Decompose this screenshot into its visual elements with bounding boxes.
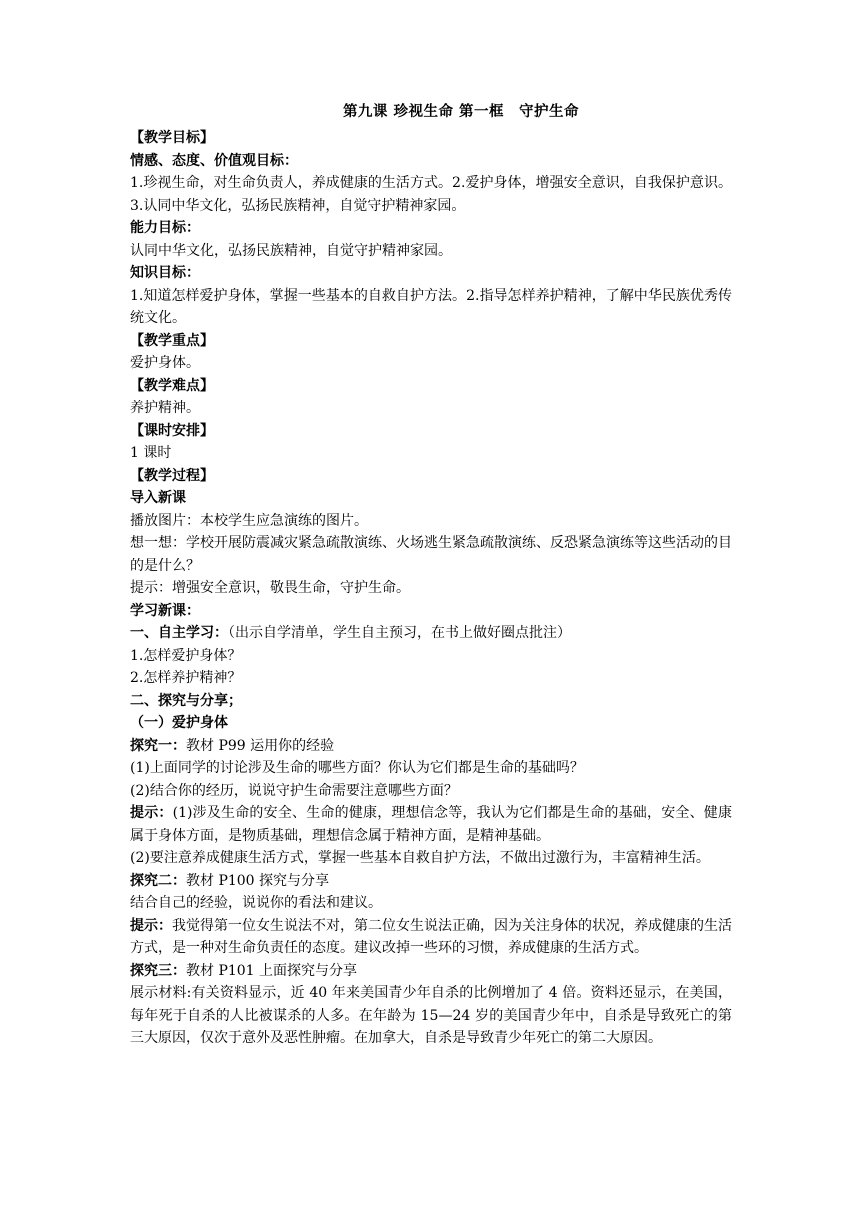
explore-3-label: 探究三： [130,962,186,979]
explore-2-hint-line [130,915,732,960]
heading-care-body: （一）爱护身体 [130,715,228,731]
explore-3-line [130,960,732,983]
ability-goals-text: 认同中华文化，弘扬民族精神，自觉守护精神家园。 [130,242,452,259]
heading-objectives: 【教学目标】 [130,130,214,146]
explore-1-label: 探究一： [130,737,186,754]
explore-1-hint-2: (2)要注意养成健康生活方式，掌握一些基本自救自护方法，不做出过激行为，丰富精神生活。 [130,850,710,866]
explore-2-line [130,870,732,893]
self-study-line [130,622,732,645]
document-page [130,100,732,1050]
heading-schedule: 【课时安排】 [130,422,214,439]
heading-new-lesson: 学习新课： [130,602,200,619]
key-points-text: 爱护身体。 [130,355,200,371]
heading-intro: 导入新课 [130,490,186,506]
explore-2-text: 教材 P100 探究与分享 [186,872,330,889]
knowledge-goals-text: 1.知道怎样爱护身体，掌握一些基本的自救自护方法。2.指导怎样养护精神，了解中华民族优秀传统文化。 [130,287,732,326]
difficult-points-text: 养护精神。 [130,400,200,416]
self-study-label: 一、自主学习： [130,625,228,641]
document-title: 第九课 珍视生命 第一框 守护生命 [342,103,580,120]
question-2: 2.怎样养护精神？ [130,670,242,686]
schedule-text: 1 课时 [130,445,172,461]
heading-difficult-points: 【教学难点】 [130,377,214,394]
explore-1-hint-label: 提示： [130,805,173,821]
explore-1-text: 教材 P99 运用你的经验 [186,737,335,754]
explore-2-label: 探究二： [130,872,186,889]
intro-line-1: 播放图片：本校学生应急演练的图片。 [130,512,368,529]
explore-2-hint-label: 提示： [130,917,172,934]
emotion-goals-text: 1.珍视生命，对生命负责人，养成健康的生活方式。2.爱护身体，增强安全意识，自我保护意识。3.认同中华文化，弘扬民族精神，自觉守护精神家园。 [130,175,732,214]
heading-key-points: 【教学重点】 [130,332,214,349]
intro-line-3: 提示：增强安全意识，敬畏生命，守护生命。 [130,580,410,596]
explore-1-line [130,735,732,758]
heading-knowledge-goals: 知识目标： [130,265,200,281]
heading-explore: 二、探究与分享； [130,692,242,709]
explore-2-question: 结合自己的经验，说说你的看法和建议。 [130,895,382,911]
explore-1-hint-line [130,802,732,847]
explore-3-text: 教材 P101 上面探究与分享 [186,962,358,979]
explore-1-question-1: (1)上面同学的讨论涉及生命的哪些方面？你认为它们都是生命的基础吗？ [130,760,584,776]
intro-line-2: 想一想：学校开展防震减灾紧急疏散演练、火场逃生紧急疏散演练、反恐紧急演练等这些活动的目的是什么？ [130,535,732,574]
heading-emotion-goals: 情感、态度、价值观目标： [130,152,298,169]
explore-1-hint-1: (1)涉及生命的安全、生命的健康，理想信念等，我认为它们都是生命的基础，安全、健康属于身体方面，是物质基础，理想信念属于精神方面，是精神基础。 [130,805,732,844]
explore-3-material: 展示材料:有关资料显示，近 40 年来美国青少年自杀的比例增加了 4 倍。资料还显示，在美国，每年死于自杀的人比被谋杀的人多。在年龄为 15—24 岁的美国青少年中，自杀是导致死亡的第三大原因，仅次于意外及恶性肿瘤。在加拿大，自杀是导致青少年死亡的第二大原因。 [130,985,732,1046]
explore-1-question-2: (2)结合你的经历，说说守护生命需要注意哪些方面？ [130,782,458,799]
question-1: 1.怎样爱护身体？ [130,647,242,664]
heading-process: 【教学过程】 [130,467,214,484]
explore-2-hint: 我觉得第一位女生说法不对，第二位女生说法正确，因为关注身体的状况，养成健康的生活方式，是一种对生命负责任的态度。建议改掉一些环的习惯，养成健康的生活方式。 [130,917,732,956]
self-study-text: （出示自学清单，学生自主预习，在书上做好圈点批注） [228,625,571,641]
heading-ability-goals: 能力目标： [130,220,200,236]
